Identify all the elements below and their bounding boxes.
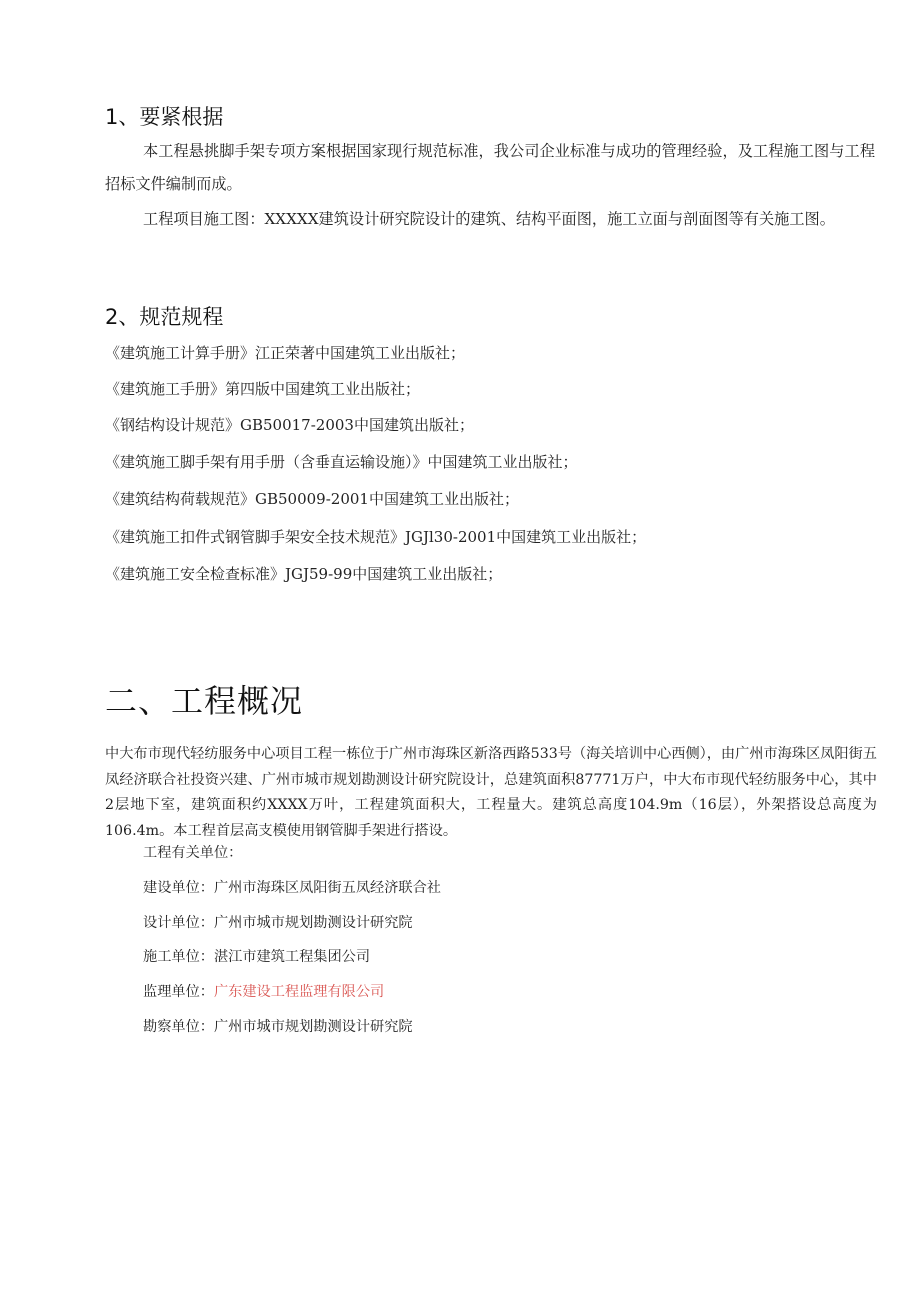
section1-paragraph-2: 工程项目施工图：XXXXX建筑设计研究院设计的建筑、结构平面图，施工立面与剖面图等有关施工图。 — [143, 210, 835, 228]
party-role: 监理单位： — [143, 984, 214, 1000]
party-name-highlighted: 广东建设工程监理有限公司 — [213, 984, 385, 1000]
party-role: 勘察单位： — [143, 1019, 214, 1035]
party-name: 广州市城市规划勘测设计研究院 — [213, 1019, 413, 1035]
party-name: 广州市城市规划勘测设计研究院 — [213, 915, 413, 931]
party-row-survey — [143, 1016, 413, 1036]
reference-item: 《建筑施工计算手册》江正荣著中国建筑工业出版社； — [105, 344, 466, 362]
parties-title: 工程有关单位： — [143, 845, 243, 861]
party-role: 建设单位： — [143, 880, 214, 896]
reference-item: 《钢结构设计规范》GB50017-2003中国建筑出版社； — [105, 416, 474, 434]
overview-paragraph: 中大布市现代轻纺服务中心项目工程一栋位于广州市海珠区新洛西路533号（海关培训中心西侧），由广州市海珠区凤阳街五凤经济联合社投资兴建、广州市城市规划勘测设计研究院设计，总建筑面积87771万户，中大布市现代轻纺服务中心，其中2层地下室，建筑面积约XXXX万叶，工程建筑面积大，工程量大。建筑总高度104.9m（16层），外架搭设总高度为106.4m。本工程首层高支模使用钢管脚手架进行搭设。 — [105, 746, 877, 839]
party-name: 湛江市建筑工程集团公司 — [213, 949, 371, 965]
party-role: 施工单位： — [143, 949, 214, 965]
reference-item: 《建筑施工手册》第四版中国建筑工业出版社； — [105, 380, 421, 398]
party-row-contractor — [143, 946, 370, 966]
reference-item: 《建筑施工扣件式钢管脚手架安全技术规范》JGJl30-2001中国建筑工业出版社； — [105, 528, 647, 546]
chapter-heading: 二、工程概况 — [105, 682, 304, 720]
party-role: 设计单位： — [143, 915, 214, 931]
section1-heading: 1、要紧根据 — [105, 105, 224, 129]
party-row-supervision — [143, 981, 384, 1001]
party-row-design — [143, 912, 413, 932]
reference-item: 《建筑施工安全检查标准》JGJ59-99中国建筑工业出版社； — [105, 565, 503, 583]
reference-item: 《建筑结构荷载规范》GB50009-2001中国建筑工业出版社； — [105, 490, 519, 508]
section2-heading: 2、规范规程 — [105, 305, 224, 329]
section1-paragraph-1: 本工程悬挑脚手架专项方案根据国家现行规范标准，我公司企业标准与成功的管理经验，及工程施工图与工程招标文件编制而成。 — [105, 142, 875, 193]
reference-item: 《建筑施工脚手架有用手册（含垂直运输设施）》中国建筑工业出版社； — [105, 453, 578, 471]
party-row-construction — [143, 877, 441, 897]
party-name: 广州市海珠区凤阳街五凤经济联合社 — [213, 880, 441, 896]
